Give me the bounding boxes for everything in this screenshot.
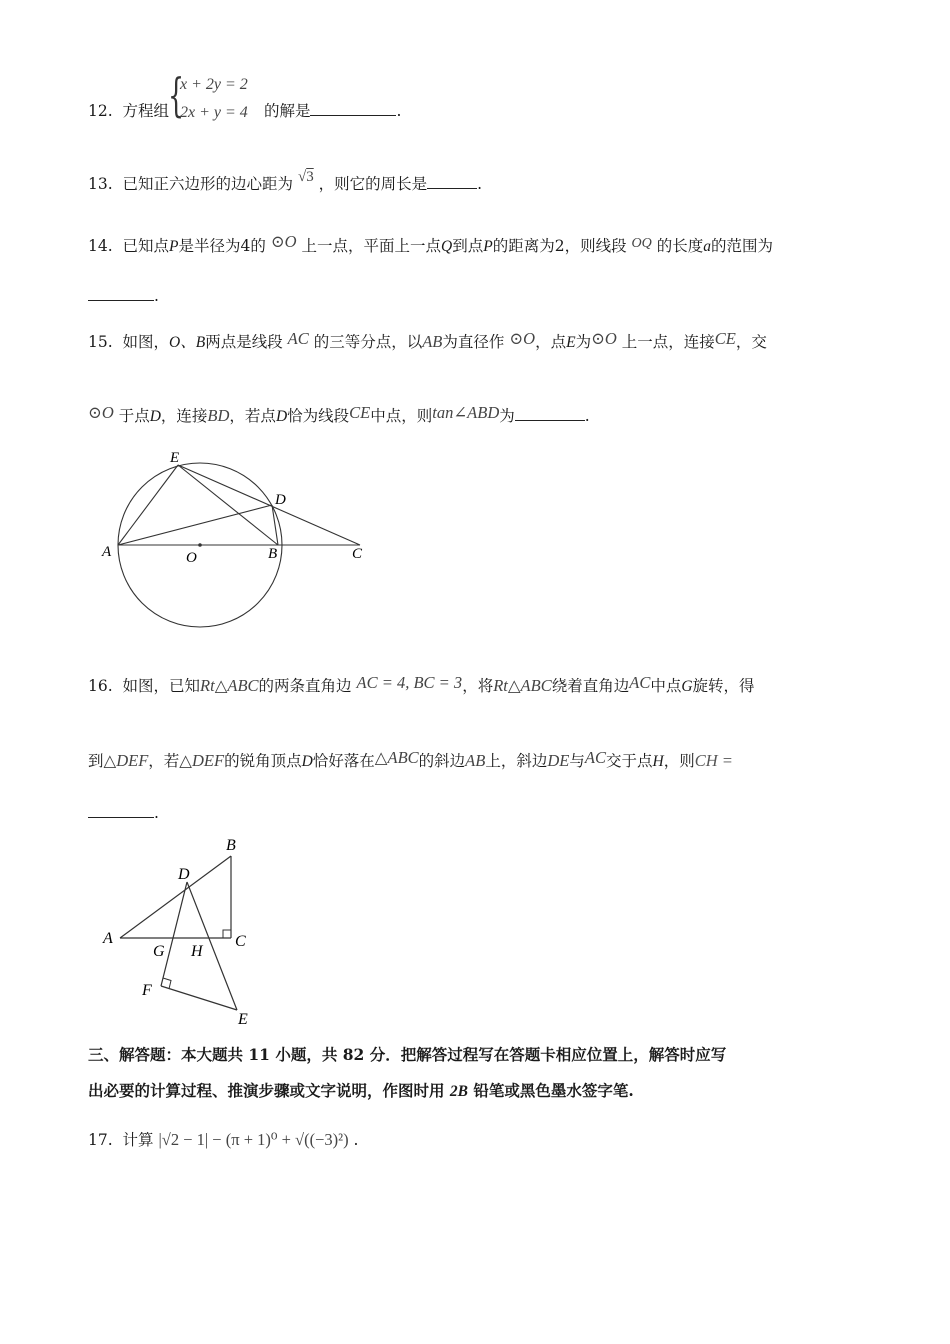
- q15-answer-blank: [515, 419, 585, 421]
- label-g: G: [153, 943, 165, 960]
- label-o: O: [186, 550, 197, 566]
- q12-tail: 的解是: [263, 102, 311, 120]
- label-d: D: [178, 866, 190, 883]
- segment-eb: [178, 465, 278, 545]
- label-f: F: [142, 982, 152, 999]
- figure-16-triangle-diagram: [95, 830, 275, 1030]
- center-dot: [198, 543, 202, 547]
- question-14: 14. 已知点P是半径为4的 ⊙O 上一点，平面上一点Q到点P的距离为2，则线段 OQ 的长度a的范围为: [88, 232, 773, 255]
- segment-fe: [161, 986, 237, 1010]
- label-h: H: [191, 943, 203, 960]
- label-b: B: [268, 546, 278, 562]
- q16-answer-blank: [88, 816, 154, 818]
- section-3-heading-line-2: 出必要的计算过程、推演步骤或文字说明，作图时用 2B 铅笔或黑色墨水签字笔.: [88, 1081, 634, 1100]
- label-a: A: [102, 544, 112, 560]
- sqrt-3: √3: [297, 169, 314, 185]
- q13-answer-blank: [427, 187, 477, 189]
- question-16: 16. 如图，已知Rt△ABC的两条直角边 AC = 4, BC = 3，将Rt△ABC绕着直角边AC中点G旋转，得: [88, 673, 755, 695]
- q17-expression: |√2 − 1| − (π + 1)⁰ + √((−3)²): [158, 1130, 349, 1149]
- segment-ae: [118, 465, 178, 545]
- label-d: D: [275, 492, 286, 508]
- equation-2: 2x + y = 4: [180, 104, 248, 121]
- question-12: 12. 方程组 的解是 .: [88, 102, 402, 120]
- right-angle-c: [223, 930, 231, 938]
- question-14-answer-line: .: [88, 287, 159, 306]
- label-e: E: [170, 450, 180, 466]
- question-16-answer-line: .: [88, 804, 159, 823]
- equation-system: [168, 68, 268, 128]
- q14-answer-blank: [88, 299, 154, 301]
- question-16-line-2: 到△DEF，若△DEF的锐角顶点D恰好落在△ABC的斜边AB上，斜边DE与AC交于点H，则CH =: [88, 748, 733, 770]
- question-17: 17. 计算 |√2 − 1| − (π + 1)⁰ + √((−3)²) .: [88, 1130, 359, 1149]
- left-brace-icon: {: [168, 68, 185, 122]
- q12-number: 12.: [88, 102, 113, 120]
- section-3-heading: 三、解答题：本大题共 11 小题，共 82 分．把解答过程写在答题卡相应位置上，解答时应写: [88, 1045, 727, 1064]
- question-15: 15. 如图，O、B两点是线段 AC 的三等分点，以AB为直径作 ⊙O，点E为⊙O 上一点，连接CE，交: [88, 329, 767, 351]
- segment-ad: [118, 505, 272, 545]
- label-b: B: [226, 837, 236, 854]
- segment-ce: [178, 465, 360, 545]
- equation-1: x + 2y = 2: [180, 76, 248, 93]
- label-c: C: [352, 546, 363, 562]
- label-c: C: [235, 933, 246, 950]
- label-e: E: [238, 1011, 248, 1028]
- question-15-line-2: ⊙O 于点D，连接BD，若点D恰为线段CE中点，则tan∠ABD为 .: [88, 403, 590, 425]
- question-13: 13. 已知正六边形的边心距为 √3 ，则它的周长是 .: [88, 169, 483, 193]
- label-a: A: [103, 930, 113, 947]
- figure-15-circle-diagram: [90, 448, 380, 638]
- q12-answer-blank: [310, 114, 396, 116]
- q12-lead: 方程组: [122, 102, 170, 120]
